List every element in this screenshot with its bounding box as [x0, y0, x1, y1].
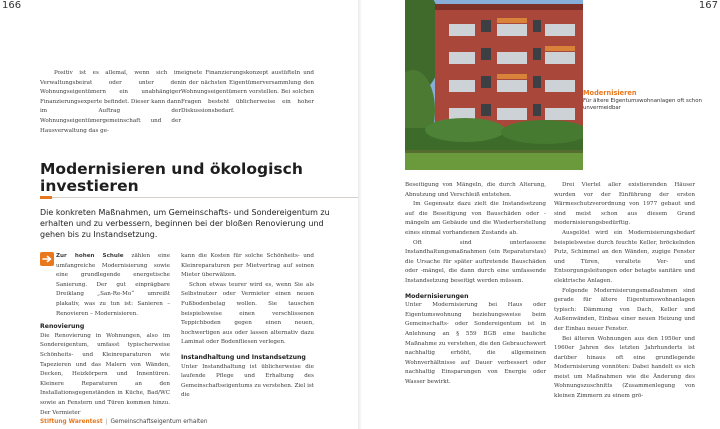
right-column-2: [554, 181, 695, 402]
right2-text-1: Drei Viertel aller existierenden Häuser wurden vor der Einführung der ersten Wärmeschutzverordnung von 1977 gebaut und sind meist schon aus diesem Grund modernisierungsbedürftig.: [554, 182, 695, 227]
page-gutter: [358, 0, 362, 429]
footer-section: Gemeinschaftseigentum erhalten: [110, 419, 208, 425]
right2-text-2: Ausgelöst wird ein Modernisierungsbedarf beispielsweise durch feuchte Keller, bröckelnden Putz, Schimmel an den Wänden, zugige Fenster und Türen, veraltete Ver- und Entsorgungsleitungen oder betagte sanitäre und elektrische Anlagen.: [554, 229, 695, 284]
hint-paragraph: [40, 252, 170, 319]
left-lower-column: [40, 252, 170, 418]
modernisierungen-heading: Modernisierungen: [405, 292, 469, 300]
instandhaltung-text: Unter Instandhaltung ist üblicherweise die laufende Pflege und Erhaltung des Gemeinschaftseigentums zu verstehen. Ziel ist die: [181, 363, 314, 399]
mid-text-1: kann die Kosten für solche Schönheits- und Kleinreparaturen per Mietvertrag auf seinen Mieter überwälzen.: [181, 253, 314, 279]
right2-text-3: Folgende Modernisierungsmaßnahmen sind gerade für ältere Eigentumswohnanlagen typisch: Dämmung von Dach, Keller und Außenwänden, Einbau einer neuen Heizung und der Einbau neuer Fenster.: [554, 287, 695, 332]
intro-text-2: eignete Finanzierungskonzept austüfteln und in der nächsten Eigentümerversammlung den Wohnungseigentümern vorstellen. Bei solchen Fragen besteht üblicherweise ein hoher Diskussionsbedarf.: [181, 70, 314, 115]
heading-rule-accent: [40, 196, 52, 199]
renovierung-heading: Renovierung: [40, 323, 85, 331]
caption-title: Modernisieren: [583, 89, 637, 97]
footer-brand: Stiftung Warentest: [40, 419, 103, 425]
page-number-left: 166: [2, 0, 22, 11]
hint-title: Zur hohen Schule: [56, 253, 124, 259]
renovierung-text: Die Renovierung in Wohnungen, also im Sondereigentum, umfasst typischerweise Schönheits- und Kleinreparaturen wie Tapezieren und das Malern von Wänden, Decken, Heizkörpern und Innentüren. Kleinere Reparaturen an den Installationsgegenständen in Küche, Bad/WC sowie an Fenstern und Türen kommen hinzu. Der Vermieter: [40, 332, 170, 416]
building-photo: [405, 0, 583, 170]
lead-paragraph: Die konkreten Maßnahmen, um Gemeinschafts- und Sondereigentum zu erhalten und zu verbessern, beginnen bei der bloßen Renovierung und gehen bis zu Instandsetzung.: [40, 208, 330, 239]
right-column-1: [405, 181, 546, 387]
page-footer: [40, 419, 208, 425]
modernisierungen-text: Unter Modernisierung bei Haus oder Eigentumswohnung beziehungsweise beim Gemeinschafts- oder Sondereigentum ist in Anlehnung an § 559 BGB eine bauliche Maßnahme zu verstehen, die den Gebrauchswert nachhaltig erhöht, die allgemeinen Wohnverhältnisse auf Dauer verbessert oder nachhaltig Einsparungen von Energie oder Wasser bewirkt.: [405, 302, 546, 385]
right1-text-2: Im Gegensatz dazu zielt die Instandsetzung auf die Beseitigung von Bauschäden oder -mängeln am Gebäude und die Wiederherstellung eines einmal vorhandenen Zustands ab.: [405, 201, 546, 236]
section-heading: Modernisieren und ökologisch investieren: [40, 160, 303, 195]
building-illustration: [405, 0, 583, 170]
right1-text-3: Oft sind unterlassene Instandhaltungsmaßnahmen (ein Reparaturstau) die Ursache für später auftretende Bauschäden oder -mängel, die dann durch eine umfassende Instandsetzung beseitigt werden müssen.: [405, 239, 546, 284]
right2-text-4: Bei älteren Wohnungen aus den 1950er und 1960er Jahren des letzten Jahrhunderts ist darüber hinaus oft eine grundlegende Modernisierung vonnöten: Dabei handelt es sich meist um Maßnahmen wie die Änderung des Wohnungszuschnitts (Zusammenlegung von kleinen Zimmern zu einem grö-: [554, 335, 695, 400]
intro-text-1: Positiv ist es allemal, wenn sich im Verwaltungsbeirat oder unter den Wohnungseigentümern ein unabhängiger Finanzierungsexperte befindet. Dieser kann dann im Auftrag der Wohnungseigentümergemeinschaft und der Hausverwaltung das ge-: [40, 70, 181, 134]
page-number-right: 167: [698, 0, 718, 11]
right1-text-1: Beseitigung von Mängeln, die durch Alterung, Abnutzung und Verschleiß entstehen.: [405, 182, 546, 198]
intro-column-1: [40, 69, 181, 136]
instandhaltung-heading: Instandhaltung und Instandsetzung: [181, 353, 306, 361]
caption-text: Für ältere Eigentumswohnanlagen oft schon unvermeidbar: [583, 98, 702, 112]
heading-rule: [40, 197, 358, 198]
photo-caption: [583, 89, 703, 112]
hint-text: zählen eine umfangreiche Modernisierung sowie eine grundlegende energetische Sanierung. Der gut einprägbare Dreiklang „San-Re-Mo“ umreißt plakativ, was zu tun ist: Sanieren – Renovieren – Modernisieren.: [56, 253, 171, 317]
footer-separator: |: [105, 419, 108, 425]
mid-text-2: Schon etwas teurer wird es, wenn Sie als Selbstnutzer oder Vermieter einen neuen Fußbodenbelag wollen. Sie tauschen beispielsweise einen verschlissenen Teppichboden gegen einen neuen, hochwertigen aus oder lassen alternativ dazu Laminat oder Bodenfliesen verlegen.: [181, 281, 314, 346]
mid-lower-column: [181, 252, 314, 401]
intro-column-2: [181, 69, 314, 117]
